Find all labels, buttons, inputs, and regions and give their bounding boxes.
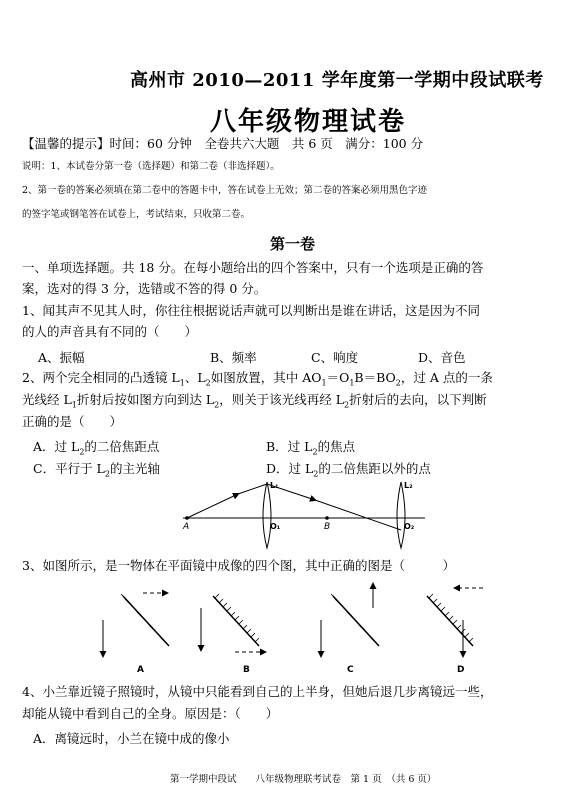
mirror-b [213, 596, 259, 646]
q2-option-a: A．过 $L_2$的二倍焦距点 [33, 439, 160, 457]
q2-option-b: B．过 $L_2$的焦点 [266, 439, 356, 457]
volume-heading: 第一卷 [270, 235, 316, 253]
q1-option-d: D、音色 [418, 350, 466, 365]
exam-title: 高州市 2010—2011 学年度第一学期中段试联考 [130, 70, 544, 91]
tips-line: 【温馨的提示】时间：60 分钟 全卷共六大题 共 6 页 满分：100 分 [22, 136, 424, 151]
incident-ray [187, 494, 238, 518]
q2-option-c: C．平行于 $L_2$的主光轴 [33, 461, 160, 479]
note-1: 说明：1、本试卷分第一卷（选择题）和第二卷（非选择题）。 [22, 161, 280, 172]
q1-line2: 的人的声音具有不同的（ ） [22, 324, 198, 339]
note-2a: 2、第一卷的答案必须填在第二卷中的答题卡中，答在试卷上无效；第二卷的答案必须用黑色字迹 [22, 185, 428, 196]
point-b [325, 516, 329, 520]
figure-d [427, 588, 483, 675]
figure-label-a: A [137, 665, 144, 675]
section1-line1: 一、单项选择题。共 18 分。在每小题给出的四个答案中，只有一个选项是正确的答 [22, 260, 484, 275]
q1-option-a: A、振幅 [38, 350, 85, 365]
q4-option-a: A．离镜远时，小兰在镜中成的像小 [33, 731, 230, 746]
mirror-d [427, 596, 473, 646]
exam-subtitle: 八年级物理试卷 [210, 107, 407, 137]
figure-c [321, 584, 379, 675]
figure-a [103, 593, 169, 675]
q1-line1: 1、闻其声不见其人时，你往往根据说话声就可以判断出是谁在讲话，这是因为不同 [22, 303, 480, 318]
point-a [185, 516, 189, 520]
hatch-d [429, 594, 473, 642]
q4-line1: 4、小兰靠近镜子照镜时，从镜中只能看到自己的上半身，但她后退几步离镜远一些， [22, 684, 493, 699]
lens-diagram [175, 478, 435, 550]
q1-option-b: B、频率 [210, 350, 257, 365]
lens-l1 [263, 482, 271, 548]
label-b: B [324, 522, 331, 532]
lens-l2 [397, 482, 405, 548]
label-o1: O₁ [270, 522, 281, 531]
hatch-a [121, 594, 165, 642]
figure-label-d: D [457, 665, 465, 675]
section1-line2: 案，选对的得 3 分，选错或不答的得 0 分。 [22, 281, 267, 296]
incident-ray-2 [238, 484, 267, 494]
mirror-figures [85, 580, 505, 680]
figure-label-b: B [243, 665, 250, 675]
note-2b: 的签字笔或钢笔答在试卷上，考试结束，只收第二卷。 [22, 209, 251, 220]
q2-option-d: D．过 $L_2$的二倍焦距以外的点 [266, 461, 431, 479]
q2-line2: 光线经 $L_1$折射后按如图方向到达 $L_2$，则关于该光线再经 $L_2$折射后的去向，以下判断 [22, 392, 487, 410]
label-l2: L₂ [404, 481, 413, 490]
q2-line3: 正确的是（ ） [22, 414, 123, 429]
figure-label-c: C [347, 665, 354, 675]
q2-line1: 2、两个完全相同的凸透镜 $L_1$、$L_2$如图放置，其中 $AO_1=O_1B=BO_2$，过 A 点的一条 [22, 370, 493, 388]
q3-line: 3、如图所示，是一物体在平面镜中成像的四个图，其中正确的图是（ ） [22, 558, 455, 573]
label-o2: O₂ [404, 522, 415, 531]
label-a: A [183, 522, 190, 532]
figure-b [201, 594, 265, 675]
page-footer: 第一学期中段试 八年级物理联考试卷 第 1 页 （共 6 页） [170, 774, 437, 785]
label-l1: L₁ [270, 481, 279, 490]
hatch-b [215, 594, 259, 642]
hatch-c [331, 594, 375, 642]
q1-option-c: C、响度 [311, 350, 359, 365]
q4-line2: 却能从镜中看到自己的全身。原因是：（ ） [22, 706, 279, 721]
